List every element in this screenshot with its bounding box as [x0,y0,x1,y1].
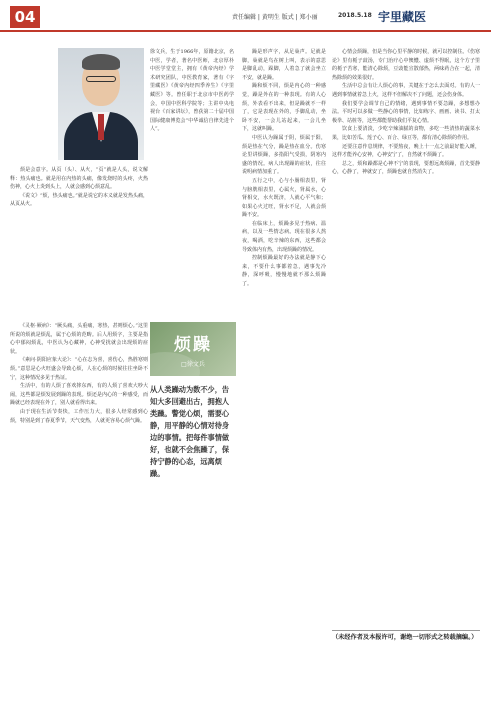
paragraph: 中医认为躁属于阴，烦属于阳，烦是热在气分，躁是热在血分。伤寒论里讲烦躁，多指阳气受损，阴寒内盛的情况。病人出现躁的症状，往往说明病情加重了。 [242,134,326,176]
paragraph: 烦是会意字。从页（头）、从火，“页”就是人头，说文解释：热头痛也。就是用在内热的头痛，像发烧时的头疼，火热伤神，心火上炎到头上，人就会感到心烦意乱。 [10,167,148,191]
article-author: □徐文兵 [181,361,205,368]
paragraph: 还要注意作息规律，不要熬夜，晚上十一点之前最好能入睡，这样才能养心安神，心神安宁了，自然就不烦躁了。 [332,143,480,159]
pull-quote: 从人类躁动为数不少，告知大多回避出古，拥抱人类躁。警觉心烦，需要心静，用平静的心情对待身边的事情。把每件事情做好，也就不会焦躁了，保持宁静的心态，远离烦躁。 [150,385,230,478]
paragraph: 生活中，有的人烦了喜欢摔东西，有的人烦了喜欢大吵大闹，这些都是烦发展到躁的表现。烦还是内心的一种感受，而躁就已经表现在外了，别人就看得出来。 [10,383,148,407]
paragraph: 生活中总会有让人烦心的事，关键在于怎么去面对。有的人一遇到事情就着急上火，这样不但解决不了问题，还会伤身体。 [332,83,480,98]
author-photo [58,48,144,160]
article-column-1-top [10,166,148,320]
editor-credits: 责任编辑 | 黄明生 版式 | 郑小丽 [232,14,318,21]
paragraph: 躁是形声字，从足喿声。足就是脚，喿就是鸟在树上叫，表示的意思是脚乱动，跺脚，人着急了就会坐立不安，就是躁。 [242,49,326,81]
paragraph: 《灵枢·厥病》：“厥头痛，头重痛，寒热，甚则烦心。”这里所说的烦就是烦乱，属于心烦的范畴。后人用烦字，主要是指心中郁闷烦乱，中医认为心藏神，心神受扰就会出现烦的症状。 [10,323,148,355]
paragraph: 《说文》“烦，热头痛也。”就是说它的本义就是发热头痛，从页从火。 [10,192,148,208]
paragraph: 心情会烦躁，但是当你心里平静的时候，就可以控制住。《伤寒论》里有栀子豉汤，专门治疗心中懊憹、虚烦不得眠，这个方子里的栀子苦寒，能清心除烦，豆豉能宣散郁热，两味药合在一起，清热除烦的效果很好。 [332,49,480,81]
copyright-note: （未经作者及本报许可，谢绝一切形式之转载摘编。） [332,630,480,643]
article-title-box [150,322,236,376]
article-column-3 [332,48,480,620]
page-number: 04 [10,6,40,28]
paragraph: 在临床上，烦躁多见于热病、温病，以及一些情志病。现在很多人熬夜，喝酒，吃辛辣的东西，这些都会导致体内有热，出现烦躁的情况。 [242,220,326,253]
article-title: 烦躁 [174,335,212,355]
author-bio: 徐文兵，生于1966年，原籍北京，名中医，学者，著名中医师，北京厚朴中医学堂堂主，拥有《黄帝内经》学术研究团队，中医教育家，著有《字里藏医》《黄帝内经四季养生》《字里藏医》等。曾任职于北京市中医药学会，中国中医科学院等；主讲中央电视台《百家讲坛》，曾获第二十届中国国际健康博览会“中华诚信自律先进个人”。 [150,49,234,133]
paragraph: 《素问·阴阳应象大论》：“心在志为喜，喜伤心，热胜寒则烦。”意思是心火旺盛会导致心烦，人在心烦的时候往往坐卧不宁，这种情况多见于热证。 [10,357,148,381]
column-masthead: 宇里藏医 [378,10,427,24]
paragraph: 总之，烦和躁都是心神不宁的表现，要想远离烦躁，首先要静心，心静了，神就安了，烦躁也就自然消失了。 [332,160,480,176]
issue-date: 2018.5.18 [338,12,372,19]
page-header [0,0,491,32]
article-column-1-bottom [10,322,148,694]
paragraph: 控制烦躁最好的办法就是静下心来，不要什么事都着急，遇事先冷静，深呼吸，慢慢地就不那么烦躁了。 [242,255,326,288]
paragraph: 我们要学会调节自己的情绪，遇到事情不要急躁，多想想办法。平时可以多做一些静心的事情，比如练字、画画、读书、打太极拳、站桩等，这些都能帮助我们平复心情。 [332,100,480,124]
article-column-2 [242,48,326,694]
paragraph: 由于现在生活节奏快，工作压力大，很多人经常感到心烦，特别是到了春夏季节，天气变热，人就更容易心烦气躁。 [10,408,148,424]
paragraph: 饮食上要清淡，少吃辛辣油腻的食物，多吃一些清热的蔬菜水果，比如苦瓜、莲子心、百合、绿豆等，都有清心除烦的作用。 [332,126,480,141]
paragraph: 躁和烦不同，烦是内心的一种感觉，躁是外在的一种表现。有的人心烦，外表看不出来，但是躁就不一样了，它是表现在外的，手脚乱动，坐卧不安，一会儿站起来，一会儿坐下，这就叫躁。 [242,83,326,133]
paragraph: 五行之中，心与小肠相表里，肾与膀胱相表里，心属火，肾属水，心肾相交，水火既济，人就心平气和；如果心火过旺，肾水不足，人就会烦躁不安。 [242,177,326,219]
